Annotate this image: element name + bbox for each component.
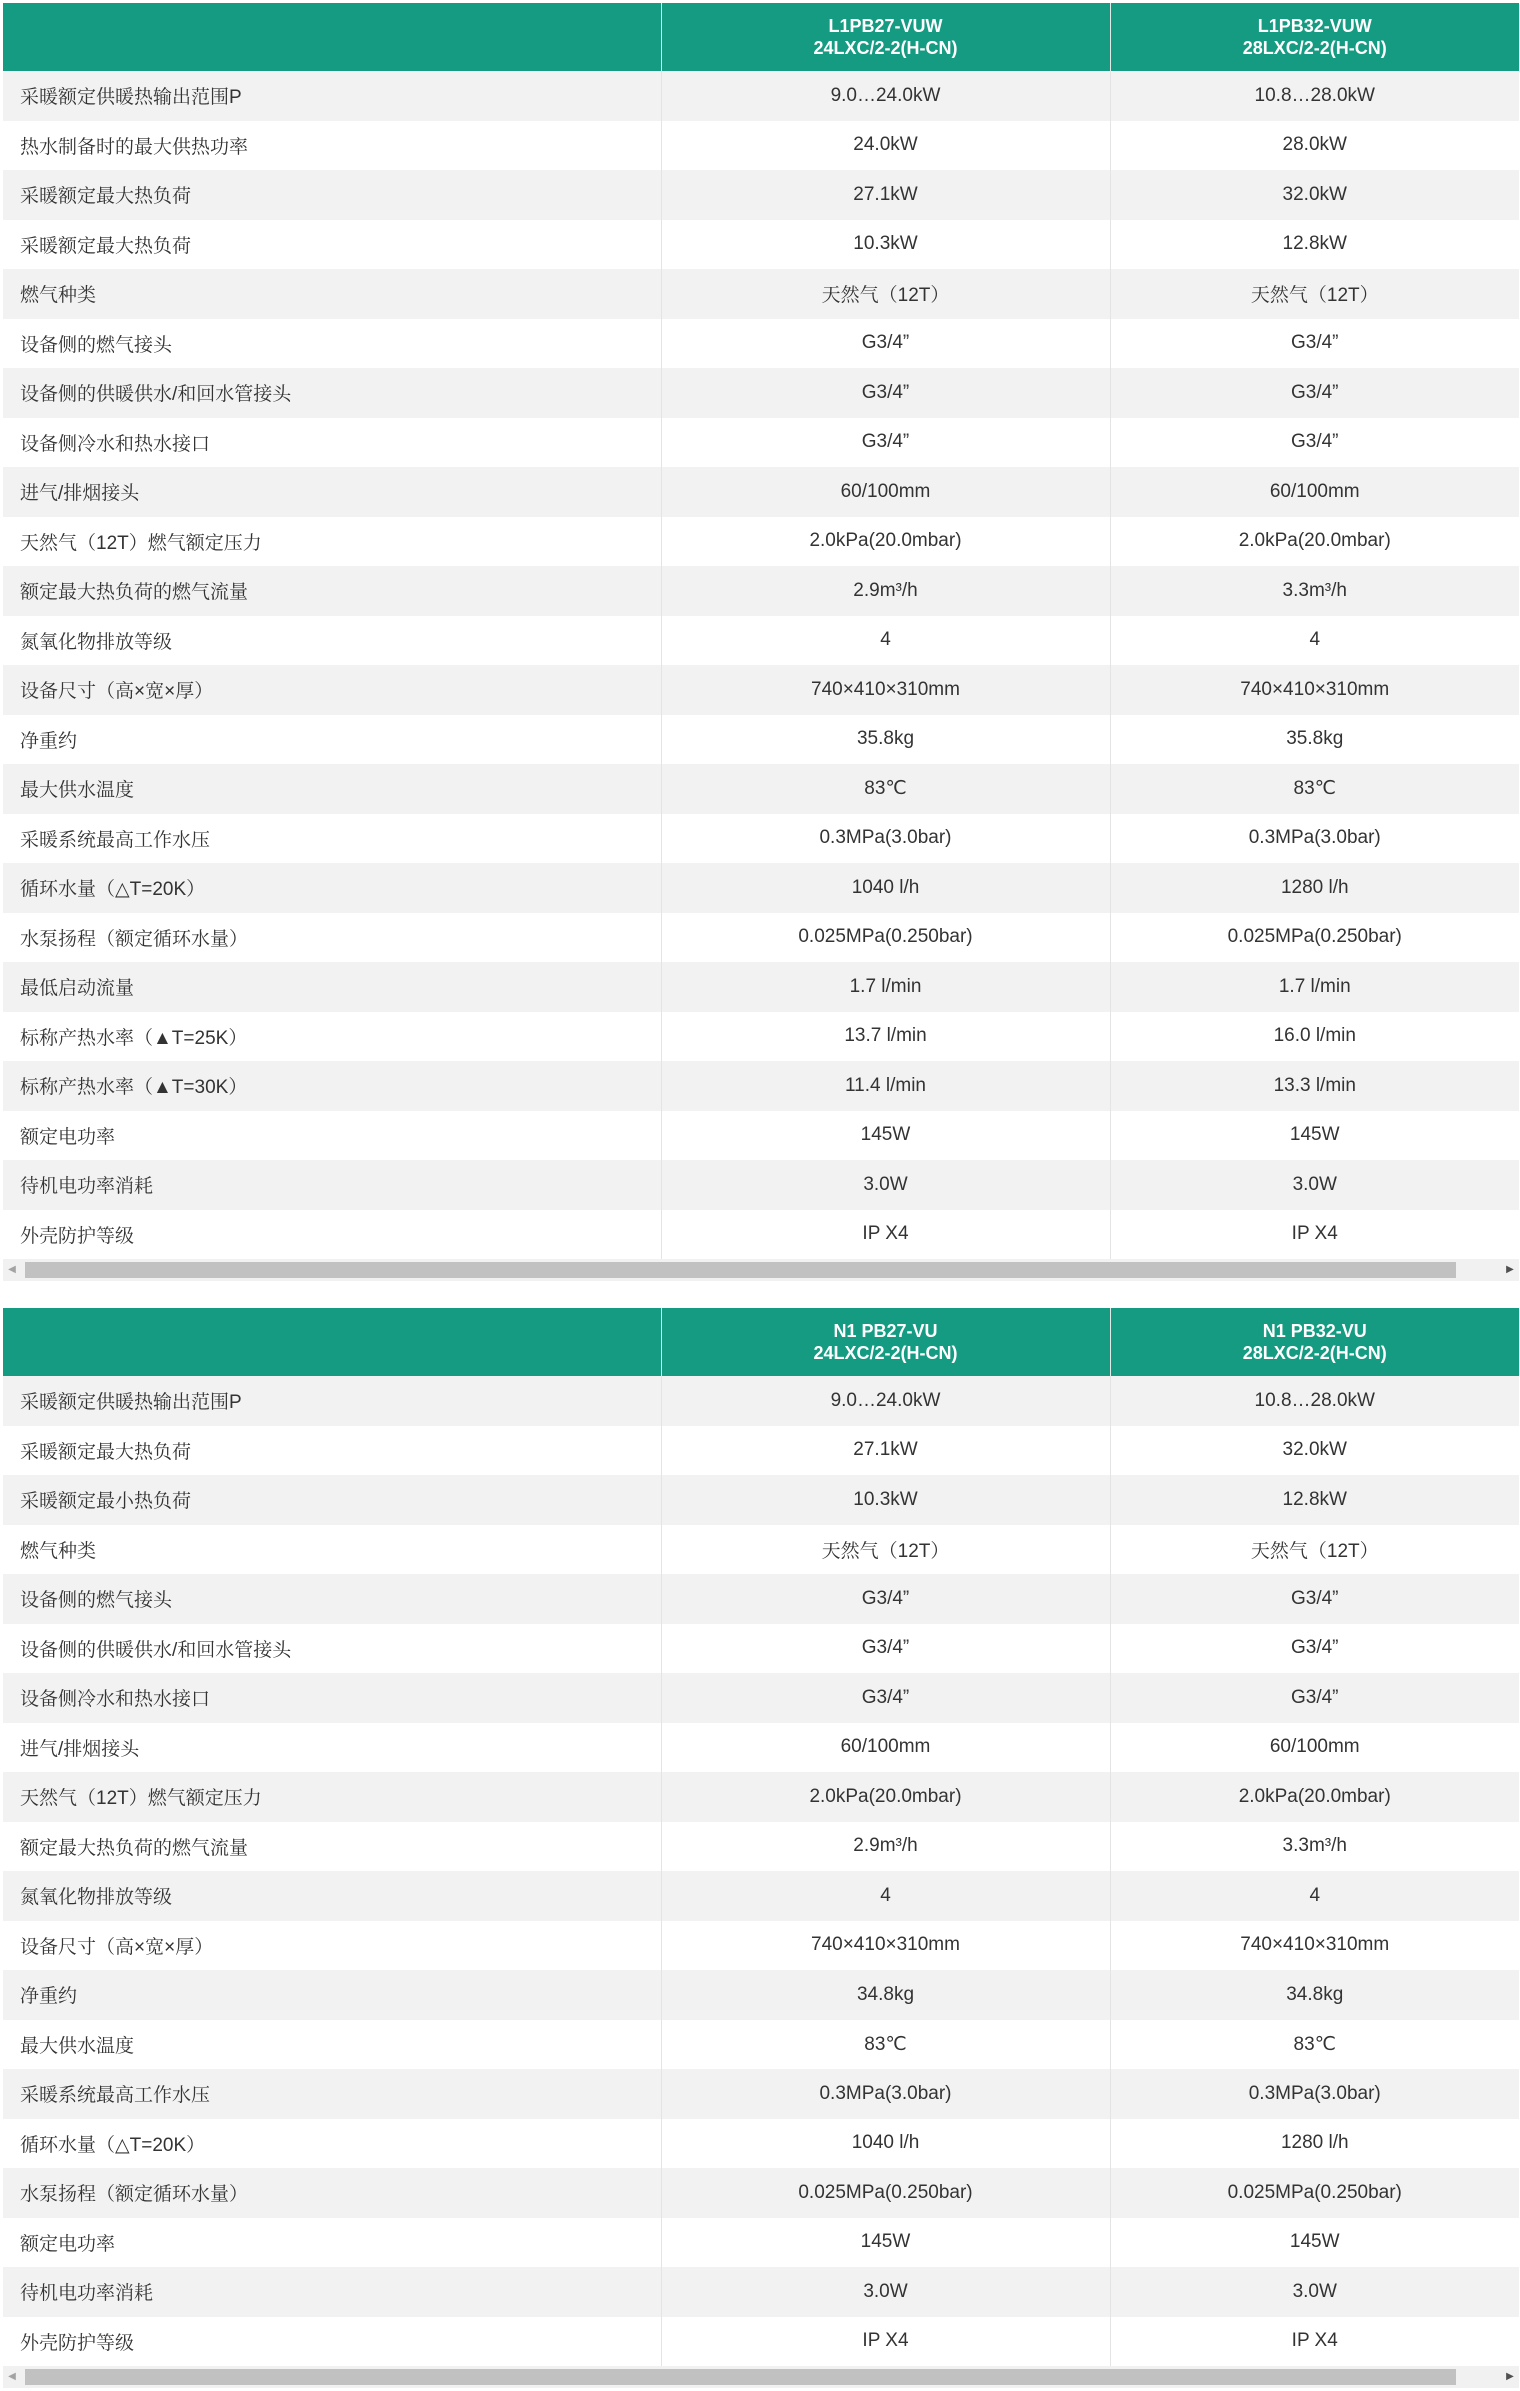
- spec-value-model-2: 0.3MPa(3.0bar): [1110, 2069, 1519, 2119]
- model-name: N1 PB32-VU: [1262, 1321, 1367, 1341]
- model-name: N1 PB27-VU: [833, 1321, 938, 1341]
- spec-value-model-1: 1.7 l/min: [661, 962, 1110, 1012]
- spec-label: 采暖额定最大热负荷: [3, 220, 661, 270]
- spec-table-block-1: [3, 3, 1519, 1281]
- spec-value-model-2: 1280 l/h: [1110, 863, 1519, 913]
- spec-value-model-1: 天然气（12T）: [661, 269, 1110, 319]
- table-row: [3, 418, 1519, 468]
- spec-label: 氮氧化物排放等级: [3, 616, 661, 666]
- spec-value-model-2: 83℃: [1110, 2020, 1519, 2070]
- spec-value-model-1: G3/4”: [661, 319, 1110, 369]
- table-row: [3, 2020, 1519, 2070]
- spec-value-model-1: 10.3kW: [661, 220, 1110, 270]
- spec-value-model-1: IP X4: [661, 1210, 1110, 1260]
- spec-value-model-2: 天然气（12T）: [1110, 269, 1519, 319]
- spec-value-model-2: G3/4”: [1110, 418, 1519, 468]
- table-row: [3, 467, 1519, 517]
- spec-value-model-1: 740×410×310mm: [661, 665, 1110, 715]
- spec-label: 设备侧的燃气接头: [3, 1574, 661, 1624]
- spec-value-model-2: 3.0W: [1110, 1160, 1519, 1210]
- spec-value-model-2: 34.8kg: [1110, 1970, 1519, 2020]
- table-row: [3, 2168, 1519, 2218]
- table-row: [3, 121, 1519, 171]
- horizontal-scrollbar[interactable]: [3, 1259, 1519, 1281]
- horizontal-scrollbar[interactable]: [3, 2366, 1519, 2388]
- spec-label: 额定最大热负荷的燃气流量: [3, 566, 661, 616]
- spec-value-model-1: 83℃: [661, 764, 1110, 814]
- spec-value-model-2: IP X4: [1110, 1210, 1519, 1260]
- model-name: L1PB32-VUW: [1257, 16, 1372, 36]
- spec-label: 水泵扬程（额定循环水量）: [3, 2168, 661, 2218]
- spec-value-model-1: G3/4”: [661, 1673, 1110, 1723]
- table-body: [3, 1376, 1519, 2366]
- table-row: [3, 962, 1519, 1012]
- spec-value-model-2: 3.3m³/h: [1110, 566, 1519, 616]
- spec-label: 燃气种类: [3, 269, 661, 319]
- spec-value-model-1: 145W: [661, 2218, 1110, 2268]
- spec-value-model-1: 3.0W: [661, 2267, 1110, 2317]
- table-row: [3, 665, 1519, 715]
- spec-value-model-2: 740×410×310mm: [1110, 1921, 1519, 1971]
- table-row: [3, 1475, 1519, 1525]
- table-row: [3, 220, 1519, 270]
- spec-value-model-2: 0.025MPa(0.250bar): [1110, 913, 1519, 963]
- spec-value-model-2: 2.0kPa(20.0mbar): [1110, 1772, 1519, 1822]
- spec-value-model-1: 2.9m³/h: [661, 566, 1110, 616]
- spec-table-1: [3, 3, 1519, 1259]
- header-model-1: [661, 1308, 1110, 1376]
- spec-value-model-2: 2.0kPa(20.0mbar): [1110, 517, 1519, 567]
- spec-value-model-2: G3/4”: [1110, 1673, 1519, 1723]
- spec-label: 燃气种类: [3, 1525, 661, 1575]
- spec-label: 水泵扬程（额定循环水量）: [3, 913, 661, 963]
- spec-value-model-2: 83℃: [1110, 764, 1519, 814]
- table-row: [3, 616, 1519, 666]
- table-row: [3, 2069, 1519, 2119]
- spec-label: 采暖额定最小热负荷: [3, 1475, 661, 1525]
- table-row: [3, 1574, 1519, 1624]
- table-row: [3, 1426, 1519, 1476]
- spec-label: 采暖额定最大热负荷: [3, 1426, 661, 1476]
- spec-value-model-1: 145W: [661, 1111, 1110, 1161]
- spec-value-model-1: 27.1kW: [661, 170, 1110, 220]
- spec-value-model-2: 10.8…28.0kW: [1110, 71, 1519, 121]
- spec-label: 设备侧的供暖供水/和回水管接头: [3, 368, 661, 418]
- spec-value-model-1: 2.0kPa(20.0mbar): [661, 517, 1110, 567]
- table-row: [3, 319, 1519, 369]
- spec-value-model-2: 28.0kW: [1110, 121, 1519, 171]
- spec-label: 采暖额定最大热负荷: [3, 170, 661, 220]
- table-row: [3, 764, 1519, 814]
- scroll-left-icon[interactable]: ◀: [8, 1264, 16, 1275]
- scroll-right-icon[interactable]: ▶: [1506, 1264, 1514, 1275]
- model-name: L1PB27-VUW: [828, 16, 943, 36]
- table-row: [3, 2218, 1519, 2268]
- spec-value-model-2: 12.8kW: [1110, 220, 1519, 270]
- table-row: [3, 1061, 1519, 1111]
- spec-value-model-1: 1040 l/h: [661, 2119, 1110, 2169]
- spec-value-model-1: 4: [661, 1871, 1110, 1921]
- spec-value-model-2: 16.0 l/min: [1110, 1012, 1519, 1062]
- header-model-2: [1110, 3, 1519, 71]
- table-row: [3, 1772, 1519, 1822]
- spec-label: 循环水量（△T=20K）: [3, 2119, 661, 2169]
- table-row: [3, 715, 1519, 765]
- spec-label: 设备侧冷水和热水接口: [3, 1673, 661, 1723]
- spec-value-model-2: 32.0kW: [1110, 170, 1519, 220]
- spec-label: 额定最大热负荷的燃气流量: [3, 1822, 661, 1872]
- spec-value-model-2: 740×410×310mm: [1110, 665, 1519, 715]
- table-row: [3, 913, 1519, 963]
- spec-label: 额定电功率: [3, 1111, 661, 1161]
- spec-value-model-1: 740×410×310mm: [661, 1921, 1110, 1971]
- table-row: [3, 368, 1519, 418]
- spec-value-model-1: 4: [661, 616, 1110, 666]
- spec-label: 氮氧化物排放等级: [3, 1871, 661, 1921]
- header-label-cell: [3, 1308, 661, 1376]
- spec-label: 最大供水温度: [3, 2020, 661, 2070]
- spec-label: 额定电功率: [3, 2218, 661, 2268]
- spec-value-model-2: 60/100mm: [1110, 467, 1519, 517]
- spec-label: 外壳防护等级: [3, 1210, 661, 1260]
- table-row: [3, 1160, 1519, 1210]
- spec-value-model-1: 9.0…24.0kW: [661, 1376, 1110, 1426]
- table-row: [3, 1970, 1519, 2020]
- table-row: [3, 1673, 1519, 1723]
- spec-value-model-2: 10.8…28.0kW: [1110, 1376, 1519, 1426]
- model-code: 24LXC/2-2(H-CN): [813, 38, 958, 58]
- spec-value-model-1: 27.1kW: [661, 1426, 1110, 1476]
- spec-value-model-2: 32.0kW: [1110, 1426, 1519, 1476]
- spec-value-model-2: 0.3MPa(3.0bar): [1110, 814, 1519, 864]
- spec-value-model-1: IP X4: [661, 2317, 1110, 2367]
- spec-value-model-1: 10.3kW: [661, 1475, 1110, 1525]
- spec-value-model-1: 3.0W: [661, 1160, 1110, 1210]
- spec-value-model-1: 11.4 l/min: [661, 1061, 1110, 1111]
- table-row: [3, 1624, 1519, 1674]
- spec-value-model-1: 天然气（12T）: [661, 1525, 1110, 1575]
- table-row: [3, 269, 1519, 319]
- spec-value-model-2: 0.025MPa(0.250bar): [1110, 2168, 1519, 2218]
- header-model-2: [1110, 1308, 1519, 1376]
- spec-value-model-1: 34.8kg: [661, 1970, 1110, 2020]
- table-row: [3, 1376, 1519, 1426]
- spec-label: 净重约: [3, 1970, 661, 2020]
- table-row: [3, 71, 1519, 121]
- table-row: [3, 170, 1519, 220]
- table-row: [3, 814, 1519, 864]
- table-row: [3, 1525, 1519, 1575]
- spec-value-model-1: 60/100mm: [661, 1723, 1110, 1773]
- spec-value-model-1: 35.8kg: [661, 715, 1110, 765]
- spec-label: 设备侧的供暖供水/和回水管接头: [3, 1624, 661, 1674]
- spec-table-2: [3, 1308, 1519, 2366]
- spec-label: 进气/排烟接头: [3, 467, 661, 517]
- spec-value-model-2: IP X4: [1110, 2317, 1519, 2367]
- spec-label: 热水制备时的最大供热功率: [3, 121, 661, 171]
- spec-value-model-2: 1280 l/h: [1110, 2119, 1519, 2169]
- spec-value-model-2: 145W: [1110, 2218, 1519, 2268]
- spec-label: 采暖额定供暖热输出范围P: [3, 1376, 661, 1426]
- spec-label: 采暖系统最高工作水压: [3, 814, 661, 864]
- spec-value-model-2: 4: [1110, 616, 1519, 666]
- spec-value-model-2: 12.8kW: [1110, 1475, 1519, 1525]
- spec-label: 净重约: [3, 715, 661, 765]
- table-header-row: [3, 1308, 1519, 1376]
- spec-value-model-2: 4: [1110, 1871, 1519, 1921]
- spec-value-model-2: G3/4”: [1110, 319, 1519, 369]
- table-row: [3, 1871, 1519, 1921]
- spec-label: 待机电功率消耗: [3, 2267, 661, 2317]
- spec-value-model-1: 2.9m³/h: [661, 1822, 1110, 1872]
- spec-value-model-1: 24.0kW: [661, 121, 1110, 171]
- table-row: [3, 1210, 1519, 1260]
- spec-label: 设备尺寸（高×宽×厚）: [3, 1921, 661, 1971]
- spec-value-model-1: 2.0kPa(20.0mbar): [661, 1772, 1110, 1822]
- spec-value-model-1: G3/4”: [661, 368, 1110, 418]
- table-row: [3, 2317, 1519, 2367]
- table-body: [3, 71, 1519, 1259]
- spec-label: 最低启动流量: [3, 962, 661, 1012]
- spec-label: 采暖额定供暖热输出范围P: [3, 71, 661, 121]
- table-row: [3, 2267, 1519, 2317]
- spec-value-model-2: 145W: [1110, 1111, 1519, 1161]
- spec-label: 外壳防护等级: [3, 2317, 661, 2367]
- spec-value-model-1: 9.0…24.0kW: [661, 71, 1110, 121]
- spec-value-model-1: 60/100mm: [661, 467, 1110, 517]
- spec-value-model-2: G3/4”: [1110, 1624, 1519, 1674]
- table-row: [3, 566, 1519, 616]
- table-row: [3, 1111, 1519, 1161]
- spec-value-model-2: 3.3m³/h: [1110, 1822, 1519, 1872]
- spec-value-model-1: 0.025MPa(0.250bar): [661, 2168, 1110, 2218]
- spec-value-model-1: 0.3MPa(3.0bar): [661, 814, 1110, 864]
- model-code: 24LXC/2-2(H-CN): [813, 1343, 958, 1363]
- spec-label: 设备侧冷水和热水接口: [3, 418, 661, 468]
- spec-value-model-1: 1040 l/h: [661, 863, 1110, 913]
- header-label-cell: [3, 3, 661, 71]
- spec-value-model-2: 1.7 l/min: [1110, 962, 1519, 1012]
- scroll-thumb[interactable]: [25, 1262, 1456, 1278]
- model-code: 28LXC/2-2(H-CN): [1242, 38, 1387, 58]
- spec-value-model-1: 0.3MPa(3.0bar): [661, 2069, 1110, 2119]
- spec-value-model-1: 13.7 l/min: [661, 1012, 1110, 1062]
- spec-value-model-1: G3/4”: [661, 1624, 1110, 1674]
- spec-value-model-2: G3/4”: [1110, 368, 1519, 418]
- spec-label: 待机电功率消耗: [3, 1160, 661, 1210]
- spec-value-model-2: 13.3 l/min: [1110, 1061, 1519, 1111]
- table-row: [3, 517, 1519, 567]
- spec-value-model-1: G3/4”: [661, 418, 1110, 468]
- spec-value-model-2: G3/4”: [1110, 1574, 1519, 1624]
- spec-label: 天然气（12T）燃气额定压力: [3, 517, 661, 567]
- spec-label: 标称产热水率（▲T=25K）: [3, 1012, 661, 1062]
- spec-value-model-2: 60/100mm: [1110, 1723, 1519, 1773]
- spec-table-block-2: [3, 1308, 1519, 2388]
- spec-value-model-1: G3/4”: [661, 1574, 1110, 1624]
- spec-value-model-2: 3.0W: [1110, 2267, 1519, 2317]
- model-code: 28LXC/2-2(H-CN): [1242, 1343, 1387, 1363]
- table-row: [3, 863, 1519, 913]
- table-row: [3, 1921, 1519, 1971]
- spec-label: 采暖系统最高工作水压: [3, 2069, 661, 2119]
- table-row: [3, 1723, 1519, 1773]
- scroll-right-icon[interactable]: ▶: [1506, 2371, 1514, 2382]
- spec-value-model-1: 83℃: [661, 2020, 1110, 2070]
- spec-label: 设备尺寸（高×宽×厚）: [3, 665, 661, 715]
- spec-label: 循环水量（△T=20K）: [3, 863, 661, 913]
- spec-value-model-2: 天然气（12T）: [1110, 1525, 1519, 1575]
- table-row: [3, 1822, 1519, 1872]
- header-model-1: [661, 3, 1110, 71]
- spec-value-model-2: 35.8kg: [1110, 715, 1519, 765]
- scroll-left-icon[interactable]: ◀: [8, 2371, 16, 2382]
- spec-value-model-1: 0.025MPa(0.250bar): [661, 913, 1110, 963]
- spec-label: 标称产热水率（▲T=30K）: [3, 1061, 661, 1111]
- table-row: [3, 2119, 1519, 2169]
- scroll-thumb[interactable]: [25, 2369, 1456, 2385]
- spec-label: 天然气（12T）燃气额定压力: [3, 1772, 661, 1822]
- table-row: [3, 1012, 1519, 1062]
- spec-label: 最大供水温度: [3, 764, 661, 814]
- table-header-row: [3, 3, 1519, 71]
- spec-label: 进气/排烟接头: [3, 1723, 661, 1773]
- spec-label: 设备侧的燃气接头: [3, 319, 661, 369]
